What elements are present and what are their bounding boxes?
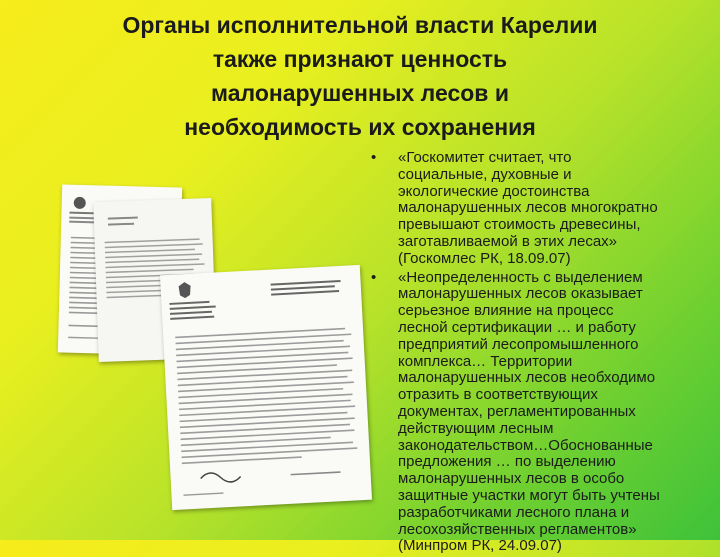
quote-line: серьезное влияние на процесс — [398, 302, 614, 320]
quote-line: лесной сертификации … и работу — [398, 318, 636, 336]
quote-line: «Неопределенность с выделением — [398, 268, 643, 286]
title-line: Органы исполнительной власти Карелии — [122, 12, 598, 38]
quote-line: законодательством…Обоснованные — [398, 436, 653, 454]
document-scan-image — [160, 265, 372, 510]
bullet-marker: • — [371, 268, 377, 286]
document-text-illustration — [160, 265, 372, 510]
quote-line: лесохозяйственных регламентов» — [398, 520, 637, 538]
quote-line: малонарушенных лесов в особо — [398, 470, 625, 488]
quote-line: социальные, духовные и — [398, 165, 572, 183]
quote-line: малонарушенных лесов оказывает — [398, 285, 643, 303]
quote-line: малонарушенных лесов необходимо — [398, 369, 656, 387]
quote-line: разработчиками лесного плана и — [398, 503, 630, 521]
quote-line: малонарушенных лесов многократно — [398, 199, 658, 217]
quote-line: (Минпром РК, 24.09.07) — [398, 537, 562, 555]
quote-line: комплекса… Территории — [398, 352, 573, 370]
quote-line: «Госкомитет считает, что — [398, 149, 572, 166]
quote-line: экологические достоинства — [398, 182, 590, 200]
quote-line: превышают стоимость древесины, — [398, 216, 641, 234]
quote-line: отразить в соответствующих — [398, 386, 598, 404]
quote-list — [368, 150, 713, 557]
quote-item — [368, 150, 713, 268]
quote-line: документах, регламентированных — [398, 402, 636, 420]
quote-line: защитные участки могут быть учтены — [398, 486, 660, 504]
bullet-marker: • — [371, 149, 377, 166]
title-line: малонарушенных лесов и — [211, 80, 509, 106]
quote-line: (Госкомлес РК, 18.09.07) — [398, 249, 571, 267]
quote-line: заготавливаемой в этих лесах» — [398, 232, 618, 250]
quote-line: предприятий лесопромышленного — [398, 335, 639, 353]
title-line: также признают ценность — [212, 46, 508, 72]
quote-item — [368, 270, 713, 556]
quote-line: действующим лесным — [398, 419, 554, 437]
title-line: необходимость их сохранения — [184, 114, 536, 140]
quote-line: предложения … по выделению — [398, 453, 616, 471]
